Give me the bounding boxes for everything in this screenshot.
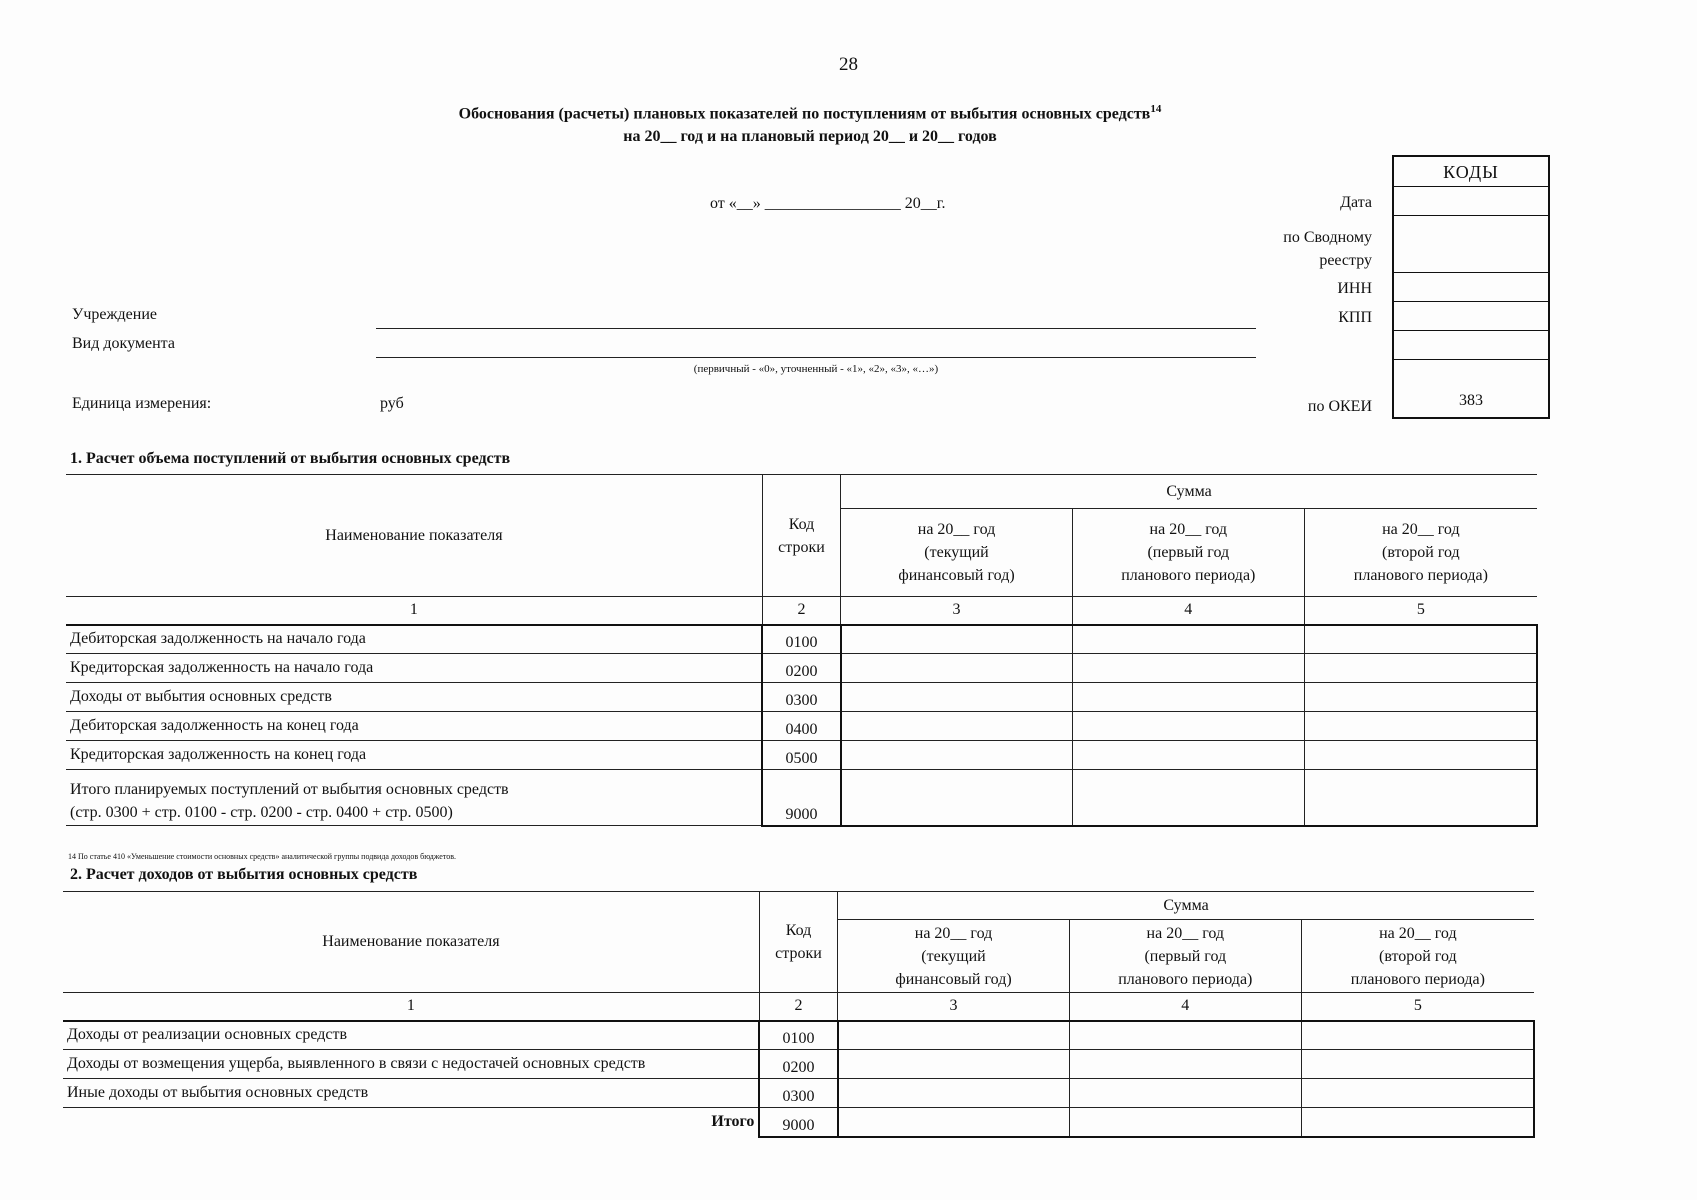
page-number: 28: [839, 54, 858, 75]
code-okei-field[interactable]: 383: [1459, 392, 1483, 409]
cell-sum-current[interactable]: [838, 1079, 1070, 1108]
cell-sum-current[interactable]: [838, 1050, 1070, 1079]
colnum-4: 4: [1069, 993, 1301, 1021]
cell-total-plan2[interactable]: [1301, 1108, 1534, 1137]
cell-sum-plan1[interactable]: [1072, 625, 1304, 654]
header-col3-line2: (текущий: [921, 947, 986, 965]
header-col3-line1: на 20__ год: [914, 924, 993, 942]
header-col4: [1069, 920, 1301, 993]
header-col3: [841, 509, 1073, 597]
colnum-4: 4: [1072, 597, 1304, 625]
cell-sum-plan2[interactable]: [1304, 683, 1537, 712]
cell-sum-current[interactable]: [841, 625, 1073, 654]
cell-sum-plan1[interactable]: [1072, 741, 1304, 770]
header-col3-line3: финансовый год): [895, 970, 1012, 988]
row-code: 0200: [759, 1050, 837, 1079]
label-date: Дата: [1340, 194, 1372, 211]
row-code: 0100: [759, 1021, 837, 1050]
header-col5-line3: планового периода): [1353, 567, 1488, 584]
cell-sum-plan1[interactable]: [1072, 654, 1304, 683]
row-name: Дебиторская задолженность на начало года: [66, 625, 762, 654]
cell-sum-current[interactable]: [841, 654, 1073, 683]
header-sum: Сумма: [838, 892, 1534, 920]
header-code-line2: строки: [775, 945, 822, 962]
header-col4-line1: на 20__ год: [1146, 924, 1225, 942]
row-name: Доходы от выбытия основных средств: [66, 683, 762, 712]
table-row-total: [63, 1108, 1534, 1137]
section1-table: [66, 474, 1538, 827]
header-col3-line2: (текущий: [924, 544, 989, 561]
cell-sum-plan1[interactable]: [1069, 1079, 1301, 1108]
document-subtitle: на 20__ год и на плановый период 20__ и 20__ годов: [623, 128, 997, 145]
colnum-1: 1: [66, 597, 762, 625]
colnum-3: 3: [841, 597, 1073, 625]
cell-sum-plan2[interactable]: [1304, 654, 1537, 683]
cell-sum-current[interactable]: [841, 683, 1073, 712]
table-row: [66, 654, 1537, 683]
header-col4-line3: планового периода): [1118, 970, 1253, 988]
document-title-text: Обоснования (расчеты) плановых показателей по поступлениям от выбытия основных средств: [458, 105, 1151, 123]
code-doctype-field[interactable]: [1394, 331, 1548, 360]
header-col4-line3: планового периода): [1121, 567, 1256, 584]
header-code-line2: строки: [778, 538, 825, 556]
cell-total-plan2[interactable]: [1304, 770, 1537, 826]
code-date-field[interactable]: [1394, 187, 1548, 216]
cell-sum-plan1[interactable]: [1072, 683, 1304, 712]
cell-sum-plan2[interactable]: [1304, 741, 1537, 770]
colnum-5: 5: [1304, 597, 1537, 625]
header-col4-line2: (первый год: [1147, 544, 1230, 561]
footnote-marker: 14: [1150, 103, 1162, 115]
cell-sum-plan2[interactable]: [1301, 1079, 1534, 1108]
cell-total-plan1[interactable]: [1072, 770, 1304, 826]
table-row: [66, 741, 1537, 770]
colnum-2: 2: [762, 597, 840, 625]
label-kpp: КПП: [1338, 309, 1372, 326]
header-col3-line1: на 20__ год: [917, 521, 996, 538]
section2-table: [63, 891, 1535, 1138]
header-name: Наименование показателя: [66, 475, 762, 597]
cell-sum-plan1[interactable]: [1072, 712, 1304, 741]
cell-sum-plan2[interactable]: [1304, 712, 1537, 741]
colnum-3: 3: [838, 993, 1070, 1021]
cell-sum-plan2[interactable]: [1301, 1050, 1534, 1079]
header-col5: [1304, 509, 1537, 597]
header-col5-line1: на 20__ год: [1379, 924, 1457, 942]
row-name: Кредиторская задолженность на конец года: [66, 741, 762, 770]
total-row-code: 9000: [759, 1108, 837, 1137]
cell-total-plan1[interactable]: [1069, 1108, 1301, 1137]
cell-total-current[interactable]: [838, 1108, 1070, 1137]
table-row: [63, 1050, 1534, 1079]
header-col5-line3: планового периода): [1350, 970, 1485, 988]
header-sum: Сумма: [841, 475, 1537, 509]
doc-type-line[interactable]: [376, 357, 1256, 358]
header-code-line1: Код: [788, 515, 815, 533]
total-row-name-line2: (стр. 0300 + стр. 0100 - стр. 0200 - стр. 0400 + стр. 0500): [70, 804, 453, 821]
row-code: 0500: [762, 741, 840, 770]
header-code: [759, 892, 837, 993]
header-col4-line1: на 20__ год: [1149, 521, 1228, 538]
institution-line[interactable]: [376, 328, 1256, 329]
header-code: [762, 475, 840, 597]
header-col3-line3: финансовый год): [898, 567, 1015, 584]
table-row: [63, 1021, 1534, 1050]
label-institution: Учреждение: [72, 306, 157, 323]
unit-value: руб: [380, 395, 404, 412]
code-registry-field[interactable]: [1394, 216, 1548, 273]
cell-sum-plan2[interactable]: [1301, 1021, 1534, 1050]
cell-sum-plan2[interactable]: [1304, 625, 1537, 654]
doc-type-hint: (первичный - «0», уточненный - «1», «2», «3», «…»): [693, 363, 939, 375]
row-name: Дебиторская задолженность на конец года: [66, 712, 762, 741]
cell-sum-plan1[interactable]: [1069, 1021, 1301, 1050]
label-okei: по ОКЕИ: [1307, 398, 1372, 415]
row-code: 0200: [762, 654, 840, 683]
header-col5: [1301, 920, 1534, 993]
cell-sum-current[interactable]: [841, 712, 1073, 741]
code-kpp-field[interactable]: [1394, 302, 1548, 331]
cell-sum-plan1[interactable]: [1069, 1050, 1301, 1079]
document-title: [0, 103, 1620, 123]
label-unit: Единица измерения:: [72, 395, 212, 412]
table-row: [66, 625, 1537, 654]
cell-total-current[interactable]: [841, 770, 1073, 826]
colnum-1: 1: [63, 993, 759, 1021]
colnum-5: 5: [1301, 993, 1534, 1021]
total-row-code: 9000: [762, 770, 840, 826]
header-col4-line2: (первый год: [1144, 947, 1227, 965]
cell-sum-current[interactable]: [841, 741, 1073, 770]
total-row-name-line1: Итого планируемых поступлений от выбытия основных средств: [70, 781, 509, 798]
table-row-total: [66, 770, 1537, 826]
label-doc-type: Вид документа: [72, 335, 175, 352]
row-code: 0400: [762, 712, 840, 741]
label-registry-line2: реестру: [1319, 252, 1372, 269]
section2-title: 2. Расчет доходов от выбытия основных средств: [70, 866, 418, 883]
total-row-name: [66, 770, 762, 826]
header-col3: [838, 920, 1070, 993]
header-col4: [1072, 509, 1304, 597]
header-col5-line1: на 20__ год: [1382, 521, 1460, 538]
colnum-2: 2: [759, 993, 837, 1021]
row-code: 0300: [759, 1079, 837, 1108]
label-inn: ИНН: [1337, 280, 1372, 297]
codes-header: КОДЫ: [1394, 157, 1548, 187]
row-code: 0300: [762, 683, 840, 712]
row-name: Доходы от возмещения ущерба, выявленного в связи с недостачей основных средств: [63, 1050, 759, 1079]
row-code: 0100: [762, 625, 840, 654]
total-label: Итого: [63, 1108, 759, 1137]
row-name: Доходы от реализации основных средств: [63, 1021, 759, 1050]
row-name: Кредиторская задолженность на начало года: [66, 654, 762, 683]
cell-sum-current[interactable]: [838, 1021, 1070, 1050]
table-row: [66, 683, 1537, 712]
header-name: Наименование показателя: [63, 892, 759, 993]
date-line: от «__» _________________ 20__г.: [710, 195, 946, 212]
code-inn-field[interactable]: [1394, 273, 1548, 302]
label-registry-line1: по Сводному: [1283, 229, 1372, 246]
table-row: [66, 712, 1537, 741]
header-col5-line2: (второй год: [1379, 947, 1457, 965]
row-name: Иные доходы от выбытия основных средств: [63, 1079, 759, 1108]
section1-title: 1. Расчет объема поступлений от выбытия основных средств: [70, 450, 511, 467]
codes-box: [1392, 155, 1550, 419]
table-row: [63, 1079, 1534, 1108]
footnote: 14 По статье 410 «Уменьшение стоимости основных средств» аналитической группы подвида доходов бюджетов.: [68, 852, 456, 861]
header-code-line1: Код: [785, 922, 812, 939]
header-col5-line2: (второй год: [1382, 544, 1460, 561]
